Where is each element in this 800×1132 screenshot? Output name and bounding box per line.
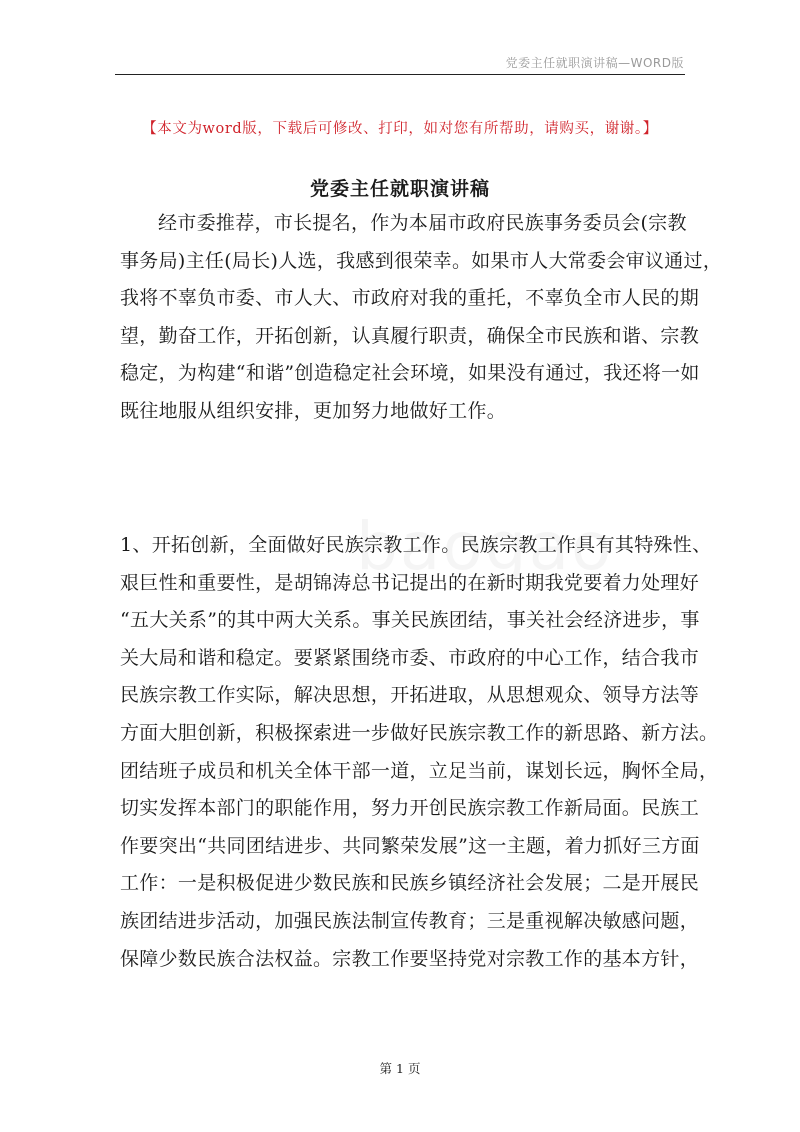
paragraph-line: 团结班子成员和机关全体干部一道，立足当前，谋划长远，胸怀全局，	[120, 759, 719, 782]
paragraph-line: 经市委推荐，市长提名，作为本届市政府民族事务委员会(宗教	[158, 212, 687, 234]
paragraph-line: 保障少数民族合法权益。宗教工作要坚持党对宗教工作的基本方针，	[120, 947, 700, 970]
purchase-notice: 【本文为word版，下载后可修改、打印，如对您有所帮助，请购买，谢谢。】	[142, 121, 658, 137]
paragraph-intro	[120, 205, 723, 431]
document-title: 党委主任就职演讲稿	[309, 178, 490, 200]
page-number: 第 1 页	[379, 1061, 421, 1076]
paragraph-line: 切实发挥本部门的职能作用，努力开创民族宗教工作新局面。民族工	[120, 797, 700, 820]
paragraph-line: 作要突出“共同团结进步、共同繁荣发展”这一主题，着力抓好三方面	[120, 834, 700, 857]
running-header: 党委主任就职演讲稿—WORD版	[505, 56, 684, 70]
paragraph-line: 我将不辜负市委、市人大、市政府对我的重托，不辜负全市人民的期	[120, 287, 700, 310]
paragraph-line: 工作：一是积极促进少数民族和民族乡镇经济社会发展；二是开展民	[120, 872, 700, 895]
paragraph-line: “五大关系”的其中两大关系。事关民族团结，事关社会经济进步，事	[120, 609, 700, 632]
paragraph-line: 关大局和谐和稳定。要紧紧围绕市委、市政府的中心工作，结合我市	[120, 646, 700, 669]
header-divider	[115, 74, 685, 75]
paragraph-line: 方面大胆创新，积极探索进一步做好民族宗教工作的新思路、新方法。	[120, 721, 719, 744]
paragraph-line: 稳定，为构建“和谐”创造稳定社会环境，如果没有通过，我还将一如	[120, 362, 700, 385]
paragraph-line: 1、开拓创新，全面做好民族宗教工作。民族宗教工作具有其特殊性、	[120, 534, 712, 556]
paragraph-line: 事务局)主任(局长)人选，我感到很荣幸。如果市人大常委会审议通过，	[120, 249, 723, 272]
paragraph-section-1	[120, 527, 719, 978]
paragraph-line: 艰巨性和重要性，是胡锦涛总书记提出的在新时期我党要着力处理好	[120, 571, 700, 594]
paragraph-line: 族团结进步活动，加强民族法制宣传教育；三是重视解决敏感问题，	[120, 909, 700, 932]
paragraph-line: 民族宗教工作实际，解决思想，开拓进取，从思想观众、领导方法等	[120, 684, 700, 707]
paragraph-line: 望，勤奋工作，开拓创新，认真履行职责，确保全市民族和谐、宗教	[120, 324, 700, 347]
paragraph-line: 既往地服从组织安排，更加努力地做好工作。	[120, 399, 507, 422]
